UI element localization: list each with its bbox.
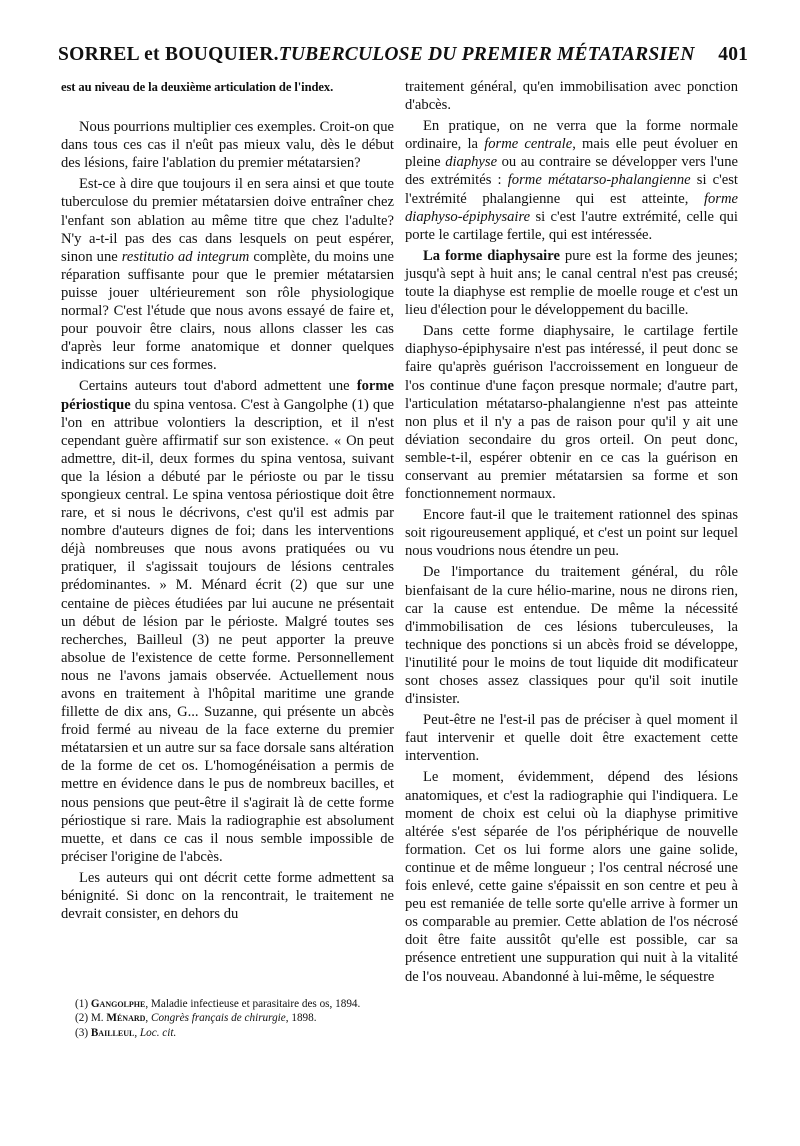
paragraph: Les auteurs qui ont décrit cette forme admettent sa bénignité. Si donc on la rencontrait, le traitement ne devrait consister, en dehors du xyxy=(61,869,394,923)
footnote-1: (1) Gangolphe, Maladie infectieuse et parasitaire des os, 1894. xyxy=(75,998,361,1010)
footnote-3: (3) Bailleul, Loc. cit. xyxy=(75,1026,177,1039)
paragraph: Peut-être ne l'est-il pas de préciser à quel moment il faut intervenir et quelle doit être exactement cette intervention. xyxy=(405,712,738,765)
paragraph: Le moment, évidemment, dépend des lésions anatomiques, et c'est la radiographie qui l'indiquera. Le moment de choix est celui où la diaphyse primitive altérée s'est séparée de l'os périphérique de nouvelle formation. Cet os lui forme alors une gaine solide, continue et de même longueur ; l'os central nécrosé une fois enlevé, cette gaine s'épaissit en son centre et peu à peu est remaniée de telle sorte qu'elle arrive à former un os comparable au premier. Cette ablation de l'os nécrosé doit être faite aussitôt qu'elle est possible, car sa présence entretient une suppuration qui nuit à la vitalité de l'os nouveau. Abandonné à lui-même, le séquestre xyxy=(405,769,738,985)
latin-phrase: restitutio ad integrum xyxy=(121,248,250,265)
header-title: TUBERCULOSE DU PREMIER MÉTATARSIEN xyxy=(278,44,695,65)
paragraph: Encore faut-il que le traitement rationnel des spinas soit rigoureusement appliqué, et c'est un point sur lequel nous voudrions nous étendre un peu. xyxy=(405,507,738,560)
running-header xyxy=(58,44,748,72)
term-forme-periostique: forme périostique xyxy=(61,378,394,413)
paragraph: En pratique, on ne verra que la forme normale ordinaire, la forme centrale, mais elle peut évoluer en pleine diaphyse ou au contraire se développer vers l'une des extrémités : forme métatarso-phalangienne si c'est l'extrémité phalangienne qui est atteinte, forme diaphyso-épiphysaire si c'est l'autre extrémité, celle qui porte le cartilage fertile, qui est intéressée. xyxy=(405,118,738,243)
paragraph: traitement général, qu'en immobilisation avec ponction d'abcès. xyxy=(405,79,738,114)
paragraph: Nous pourrions multiplier ces exemples. Croit-on que dans tous ces cas il n'eût pas mieux valu, dès le début des lésions, faire l'ablation du premier métatarsien? xyxy=(61,119,394,172)
paragraph: Certains auteurs tout d'abord admettent une forme périostique du spina ventosa. C'est à Gangolphe (1) que l'on en attribue volontiers la description, et il n'est cependant guère affirmatif sur son existence. « On peut admettre, dit-il, deux formes du spina ventosa, suivant que la lésion a débuté par le périoste ou par le tissu spongieux central. Le spina ventosa périostique doit être rare, et si nous le décrivons, c'est qu'il est admis par nombre d'auteurs dignes de foi; dans les interventions déjà nombreuses que nous avons pratiquées ou vu pratiquer, il s'agissait toujours de lésions centrales prédominantes. » M. Ménard écrit (2) que sur une centaine de pièces étudiées par lui aucune ne présentait un début de lésion par le périoste. Malgré toutes ses recherches, Bailleul (3) ne peut apporter la preuve absolue de l'existence de cette forme. Personnellement nous ne l'avons jamais observée. Actuellement nous avons en traitement à l'hôpital maritime une grande fillette de dix ans, G... Suzanne, qui présente un abcès froid fermé au niveau de la face externe du premier métatarsien et un autre sur sa face dorsale sans altération de la forme de cet os. L'homogénéisation a permis de mettre en évidence dans le pus de nombreux bacilles, et nous pensions que peut-être il s'agirait là de cette forme périostique si rare. Mais la radiographie est absolument muette, et dans ce cas il nous semble impossible de préciser l'origine de l'abcès. xyxy=(61,378,394,865)
paragraph: Dans cette forme diaphysaire, le cartilage fertile diaphyso-épiphysaire n'est pas intéressé, il peut donc se faire qu'après guérison l'accroissement en longueur de l'os continue d'une façon presque normale; d'autre part, l'articulation métatarso-phalangienne n'est pas atteinte non plus et il n'y a pas de raison pour qu'il y ait une déviation secondaire du gros orteil. On peut donc, semble-t-il, espérer obtenir en ce cas la guérison en conservant au premier métatarsien sa forme et son fonctionnement normaux. xyxy=(405,323,738,503)
paragraph: De l'importance du traitement général, du rôle bienfaisant de la cure hélio-marine, nous ne dirons rien, car la cause est entendue. De même la nécessité d'immobilisation de ces lésions tuberculeuses, la technique des ponctions si un abcès froid se développe, l'inutilité pour le moins de tout liquide dit modificateur sont choses assez classiques pour qu'il soit inutile d'insister. xyxy=(405,564,738,708)
right-column xyxy=(405,78,738,989)
paragraph: Est-ce à dire que toujours il en sera ainsi et que toute tuberculose du premier métatarsien doive entraîner chez l'enfant son ablation au même titre que chez l'adulte? N'y a-t-il pas des cas dans lesquels on peut espérer, sinon une restitutio ad integrum complète, du moins une réparation suffisante pour que le premier métatarsien puisse jouer ultérieurement son rôle physiologique normal? C'est l'étude que nous avons essayé de faire et, pour pouvoir être clairs, nous allons classer les cas d'après leur forme anatomique et donner quelques indications sur ces formes. xyxy=(61,176,395,374)
term-forme-diaphysaire: La forme diaphysaire xyxy=(423,247,560,264)
left-column xyxy=(61,78,394,926)
paragraph: La forme diaphysaire pure est la forme des jeunes; jusqu'à sept à huit ans; le canal central n'est pas creusé; toute la diaphyse est remplie de moelle rouge et c'est un lieu d'élection pour le développement du bacille. xyxy=(405,247,738,319)
header-authors: SORREL et BOUQUIER. xyxy=(58,44,279,65)
footnotes xyxy=(61,997,394,1040)
footnote-2: (2) M. Ménard, Congrès français de chirurgie, 1898. xyxy=(75,1012,317,1025)
page-number: 401 xyxy=(718,44,748,65)
paragraph: est au niveau de la deuxième articulation de l'index. xyxy=(61,80,334,94)
